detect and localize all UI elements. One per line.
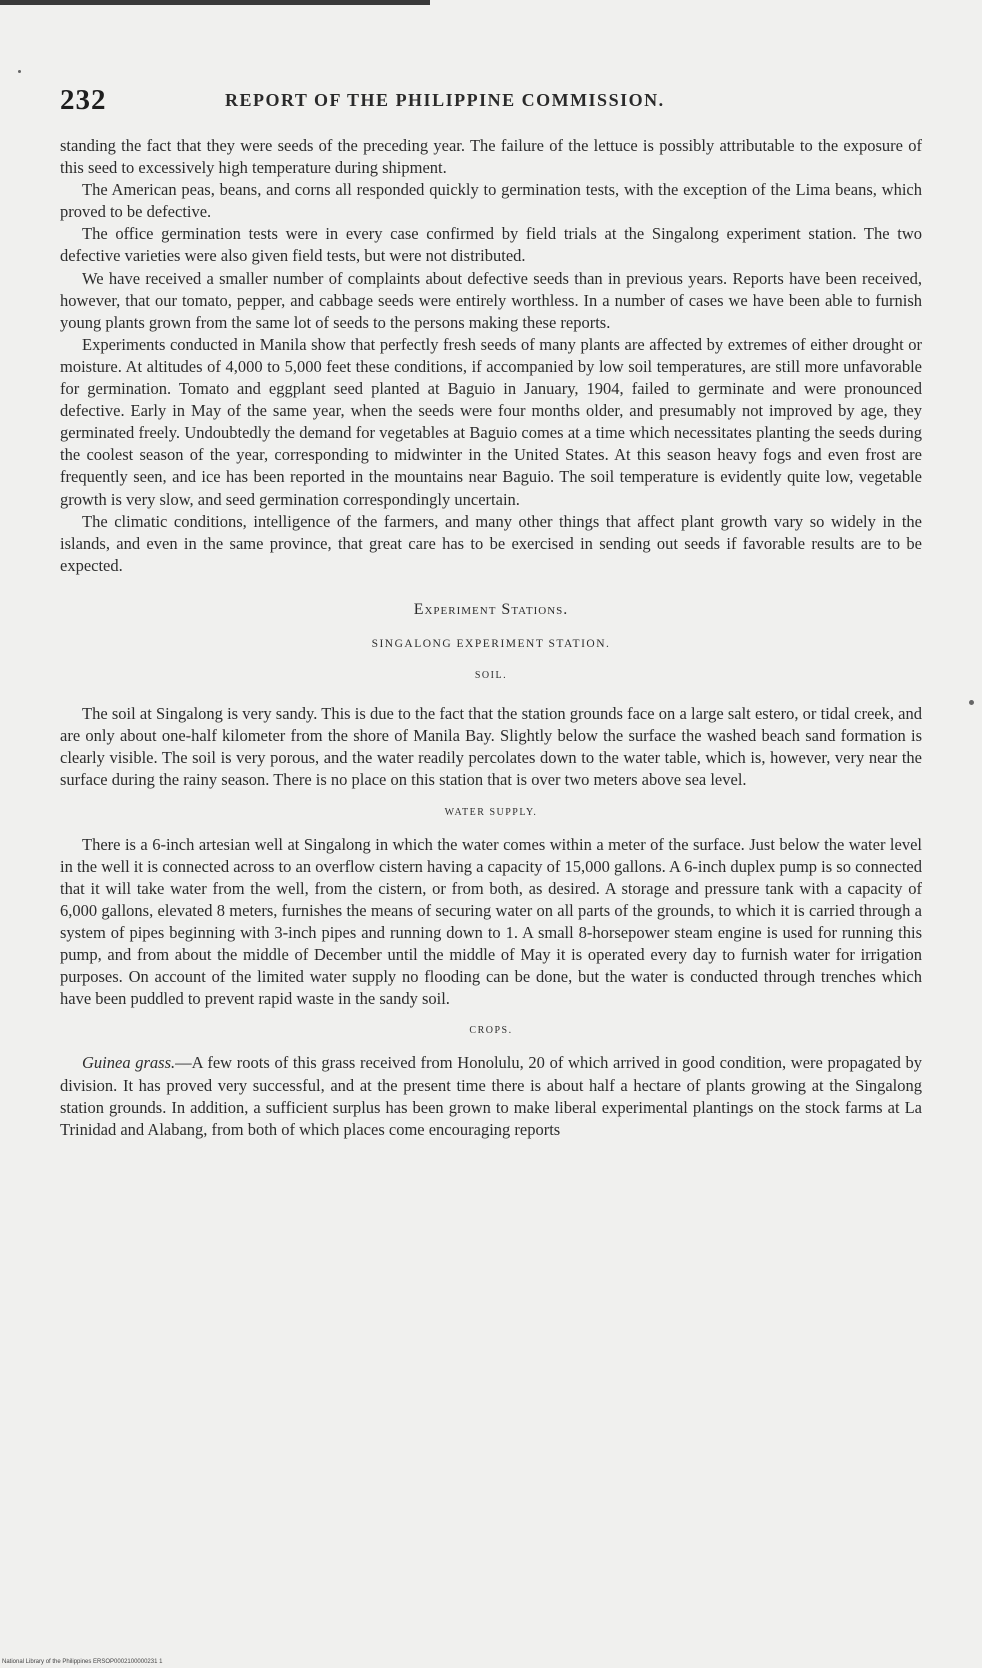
paragraph-crops	[60, 1052, 922, 1140]
page-number: 232	[60, 84, 107, 116]
paragraph: standing the fact that they were seeds of the preceding year. The failure of the lettuce is possibly attributable to the exposure of this seed to excessively high temperature during shipment.	[60, 136, 922, 178]
section-heading-singalong: SINGALONG EXPERIMENT STATION.	[371, 637, 611, 650]
page-header	[60, 84, 920, 124]
paragraph: The office germination tests were in every case confirmed by field trials at the Singalong experiment station. The two defective varieties were also given field tests, but were not distributed.	[60, 224, 922, 266]
scan-speck	[18, 70, 21, 73]
running-head: REPORT OF THE PHILIPPINE COMMISSION.	[225, 90, 665, 110]
paragraph: The American peas, beans, and corns all responded quickly to germination tests, with the exception of the Lima beans, which proved to be defective.	[60, 180, 922, 222]
paragraph: We have received a smaller number of complaints about defective seeds than in previous years. Reports have been received, however, that our tomato, pepper, and cabbage seeds were entirely worthless. In a number of cases we have been able to furnish young plants grown from the same lot of seeds to the persons making these reports.	[60, 268, 922, 332]
paragraph-water-supply: There is a 6-inch artesian well at Singalong in which the water comes within a meter of the surface. Just below the water level in the well it is connected across to an overflow cistern having a capacity of 15,000 gallons. A 6-inch duplex pump is so connected that it will take water from the well, from the cistern, or from both, as desired. A storage and pressure tank with a capacity of 6,000 gallons, elevated 8 meters, furnishes the means of securing water on all parts of the grounds, to which it is carried through a system of pipes beginning with 3-inch pipes and running down to 1. A small 8-horsepower steam engine is used for running this pump, and from about the middle of December until the middle of May it is operated every day to furnish water for irrigation purposes. On account of the limited water supply no flooding can be done, but the water is conducted through trenches which have been puddled to prevent rapid waste in the sandy soil.	[60, 834, 922, 1009]
library-stamp: National Library of the Philippines ERSOP0002100000231 1	[2, 1659, 163, 1665]
paragraph-soil: The soil at Singalong is very sandy. This is due to the fact that the station grounds face on a large salt estero, or tidal creek, and are only about one-half kilometer from the shore of Manila Bay. Slightly below the surface the washed beach sand formation is clearly visible. The soil is very porous, and the water readily percolates down to the water table, which is, however, very near the surface during the rainy season. There is no place on this station that is over two meters above sea level.	[60, 704, 922, 790]
body-text	[60, 135, 922, 1141]
scan-edge-line	[0, 0, 430, 5]
scan-speck	[969, 700, 974, 705]
paragraph: The climatic conditions, intelligence of the farmers, and many other things that affect plant growth vary so widely in the islands, and even in the same province, that great care has to be exercised in sending out seeds if favorable results are to be expected.	[60, 511, 922, 575]
crop-text: —A few roots of this grass received from Honolulu, 20 of which arrived in good condition, were propagated by division. It has proved very successful, and at the present time there is about half a hectare of plants growing at the Singalong station grounds. In addition, a sufficient surplus has been grown to make liberal experimental plantings on the stock farms at La Trinidad and Alabang, from both of which places come encouraging reports	[60, 1053, 922, 1139]
section-heading-crops: CROPS.	[469, 1025, 513, 1037]
crop-name: Guinea grass.	[82, 1053, 176, 1073]
section-heading-soil: SOIL.	[474, 670, 508, 682]
section-heading-water-supply: WATER SUPPLY.	[444, 806, 538, 818]
paragraph: Experiments conducted in Manila show that perfectly fresh seeds of many plants are affected by extremes of either drought or moisture. At altitudes of 4,000 to 5,000 feet these conditions, if accompanied by low soil temperatures, are still more unfavorable for germination. Tomato and eggplant seed planted at Baguio in January, 1904, failed to germinate and were pronounced defective. Early in May of the same year, when the seeds were four months older, and presumably not improved by age, they germinated freely. Undoubtedly the demand for vegetables at Baguio comes at a time which necessitates planting the seeds during the coolest season of the year, corresponding to midwinter in the United States. At this season heavy fogs and even frost are frequently seen, and ice has been reported in the mountains near Baguio. The soil temperature is evidently quite low, vegetable growth is very slow, and seed germination correspondingly uncertain.	[60, 334, 922, 509]
section-heading-experiment-stations: Experiment Stations.	[413, 600, 569, 618]
